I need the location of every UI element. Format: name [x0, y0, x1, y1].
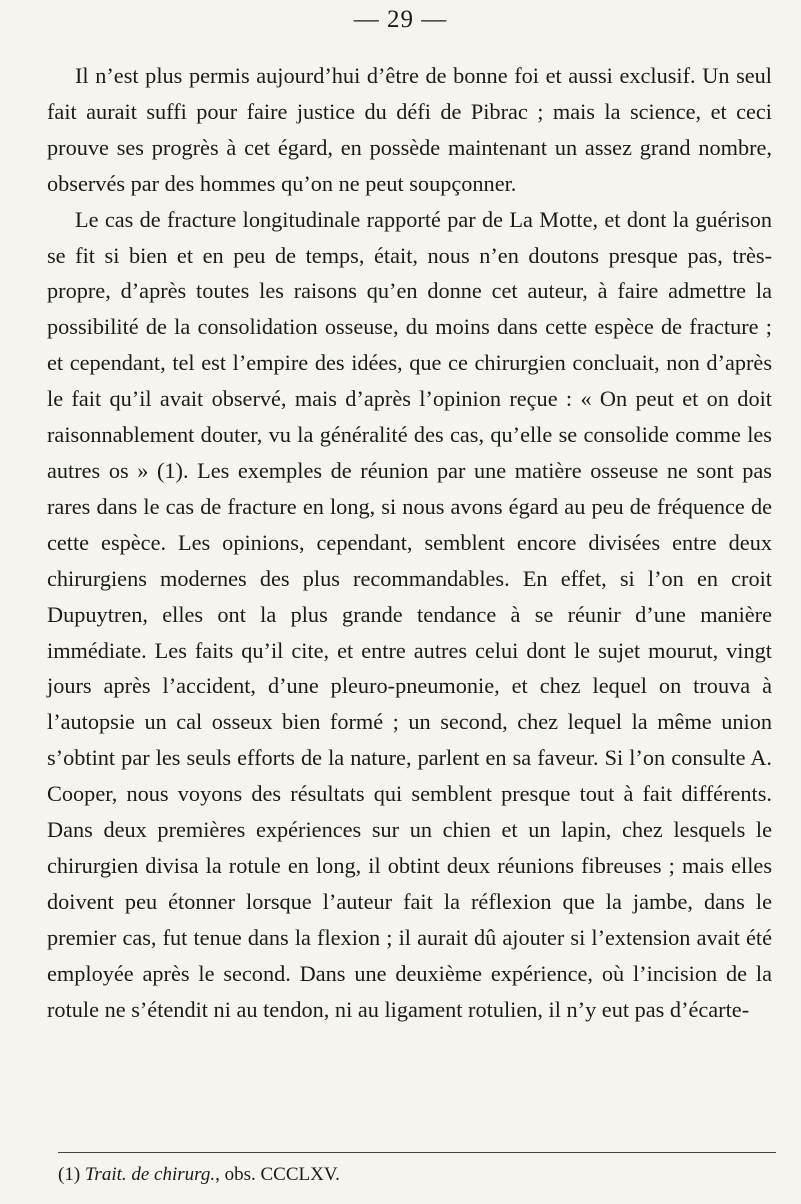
paragraph: Le cas de fracture longitudinale rapporté par de La Motte, et dont la guérison se fit si bien et en peu de temps, était, nous n’en doutons presque pas, très-propre, d’après toutes les raisons qu’en donne cet auteur, à faire admettre la possibilité de la consolidation osseuse, du moins dans cette espèce de fracture ; et cependant, tel est l’empire des idées, que ce chirurgien concluait, non d’après le fait qu’il avait observé, mais d’après l’opinion reçue : « On peut et on doit raisonnablement douter, vu la généralité des cas, qu’elle se consolide comme les autres os » (1). Les exemples de réunion par une matière osseuse ne sont pas rares dans le cas de fracture en long, si nous avons égard au peu de fréquence de cette espèce. Les opinions, cependant, semblent encore divisées entre deux chirurgiens modernes des plus recommandables. En effet, si l’on en croit Dupuytren, elles ont la plus grande tendance à se réunir d’une manière immédiate. Les faits qu’il cite, et entre autres celui dont le sujet mourut, vingt jours après l’accident, d’une pleuro-pneumonie, et chez lequel on trouva à l’autopsie un cal osseux bien formé ; un second, chez lequel la même union s’obtint par les seuls efforts de la nature, parlent en sa faveur. Si l’on consulte A. Cooper, nous voyons des résultats qui semblent presque tout à fait différents. Dans deux premières expériences sur un chien et un lapin, chez lesquels le chirurgien divisa la rotule en long, il obtint deux réunions fibreuses ; mais elles doivent peu étonner lorsque l’auteur fait la réflexion que la jambe, dans le premier cas, fut tenue dans la flexion ; il aurait dû ajouter si l’extension avait été employée après le second. Dans une deuxième expérience, où l’incision de la rotule ne s’étendit ni au tendon, ni au ligament rotulien, il n’y eut pas d’écarte- [47, 206, 772, 1022]
footnote-reference: , obs. CCCLXV. [215, 1164, 340, 1185]
footnote-divider [58, 1152, 776, 1153]
footnote [58, 1163, 340, 1187]
page-number: — 29 — [353, 6, 448, 33]
paragraph: Il n’est plus permis aujourd’hui d’être de bonne foi et aussi exclusif. Un seul fait aurait suffi pour faire justice du défi de Pibrac ; mais la science, et ceci prouve ses progrès à cet égard, en possède maintenant un assez grand nombre, observés par des hommes qu’on ne peut soupçonner. [47, 63, 772, 196]
body-text [47, 58, 772, 1027]
footnote-marker: (1) [58, 1164, 81, 1185]
footnote-title: Trait. de chirurg. [84, 1164, 216, 1185]
